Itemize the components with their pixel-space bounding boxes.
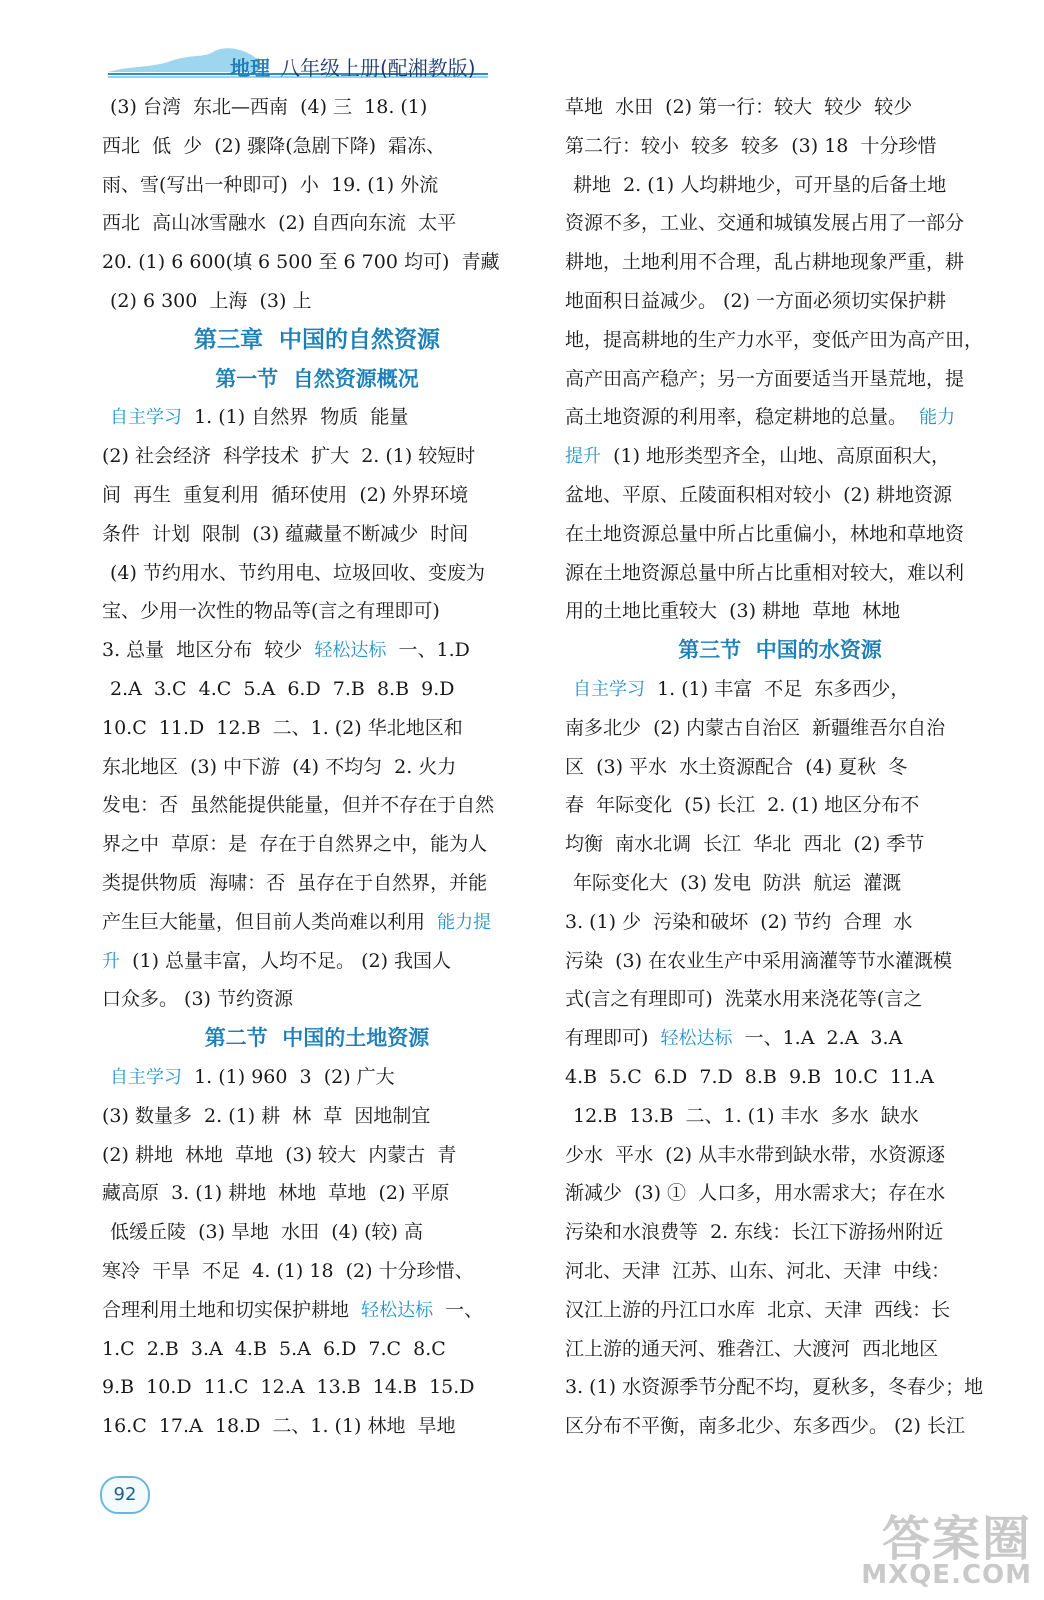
answer-line xyxy=(102,1252,532,1291)
answer-line xyxy=(102,166,532,205)
answer-line xyxy=(565,476,995,515)
answer-line xyxy=(565,709,995,748)
answer-text: 少水 平水 (2) 从丰水带到缺水带，水资源逐 xyxy=(565,1143,946,1166)
answer-line xyxy=(102,592,532,631)
answer-line xyxy=(565,1291,995,1330)
answer-line xyxy=(565,321,995,360)
answer-line xyxy=(102,1407,532,1446)
section-tag: 轻松达标 xyxy=(361,1299,434,1321)
section-heading: 第一节 自然资源概况 xyxy=(215,366,419,391)
answer-text: (2) 社会经济 科学技术 扩大 2. (1) 较短时 xyxy=(102,445,476,468)
answer-text: 产生巨大能量，但目前人类尚难以利用 xyxy=(102,910,438,933)
answer-text: 12.B 13.B 二、1. (1) 丰水 多水 缺水 xyxy=(573,1104,919,1127)
answer-text: 均衡 南水北调 长江 华北 西北 (2) 季节 xyxy=(565,833,925,856)
left-column xyxy=(102,88,532,1446)
answer-line xyxy=(102,1368,532,1407)
section-tag: 提升 xyxy=(565,446,601,468)
answer-text: 有理即可) xyxy=(565,1027,661,1050)
answer-text: (3) 台湾 东北—西南 (4) 三 18. (1) xyxy=(110,96,428,118)
section-tag: 自主学习 xyxy=(110,407,182,429)
answer-text: 式(言之有理即可) 洗菜水用来浇花等(言之 xyxy=(565,988,923,1011)
answer-text: 西北 高山冰雪融水 (2) 自西向东流 太平 xyxy=(102,212,457,235)
answer-text: 低缓丘陵 (3) 旱地 水田 (4) (较) 高 xyxy=(110,1221,424,1244)
answer-line xyxy=(565,1174,995,1213)
answer-line xyxy=(565,554,995,593)
chapter-heading: 第三章 中国的自然资源 xyxy=(193,326,440,353)
answer-text: 在土地资源总量中所占比重偏小，林地和草地资 xyxy=(565,522,965,545)
answer-line xyxy=(102,554,532,593)
answer-text: 3. (1) 少 污染和破坏 (2) 节约 合理 水 xyxy=(565,910,913,933)
answer-text: 耕地 2. (1) 人均耕地少，可开垦的后备土地 xyxy=(573,173,947,196)
answer-text: (4) 节约用水、节约用电、垃圾回收、变废为 xyxy=(110,561,485,584)
answer-line xyxy=(102,1330,532,1369)
answer-text: 9.B 10.D 11.C 12.A 13.B 14.B 15.D xyxy=(102,1376,475,1399)
answer-text: (3) 数量多 2. (1) 耕 林 草 因地制宜 xyxy=(102,1104,431,1127)
answer-line xyxy=(565,903,995,942)
answer-text: 一、 xyxy=(433,1298,484,1321)
answer-text: 一、1.D xyxy=(386,639,470,662)
page-number: 92 xyxy=(100,1476,150,1514)
answer-text: 地面积日益减少。 (2) 一方面必须切实保护耕 xyxy=(565,289,946,312)
answer-line xyxy=(102,515,532,554)
answer-line xyxy=(102,709,532,748)
answer-text: 年际变化大 (3) 发电 防洪 航运 灌溉 xyxy=(573,871,902,894)
answer-line xyxy=(102,748,532,787)
answer-text: 1.C 2.B 3.A 4.B 5.A 6.D 7.C 8.C xyxy=(102,1337,446,1360)
watermark xyxy=(846,1500,1036,1590)
answer-line xyxy=(102,786,532,825)
answer-line xyxy=(565,1407,995,1446)
answer-text: 高产田高产稳产；另一方面要适当开垦荒地，提 xyxy=(565,367,965,390)
answer-text: 区分布不平衡，南多北少、东多西少。 (2) 长江 xyxy=(565,1415,965,1438)
watermark-url: MXQE.COM xyxy=(861,1560,1032,1590)
answer-text: 江上游的通天河、雅砻江、大渡河 西北地区 xyxy=(565,1337,939,1360)
answer-line xyxy=(102,942,532,981)
answer-line xyxy=(102,1058,532,1097)
section-tag: 升 xyxy=(102,950,120,972)
answer-line xyxy=(565,592,995,631)
answer-line xyxy=(102,1136,532,1175)
answer-text: 20. (1) 6 600(填 6 500 至 6 700 均可) 青藏 xyxy=(102,251,500,274)
answer-line xyxy=(565,748,995,787)
answer-text: 界之中 草原：是 存在于自然界之中，能为人 xyxy=(102,833,488,856)
answer-text: 1. (1) 自然界 物质 能量 xyxy=(182,406,409,429)
answer-text: 3. 总量 地区分布 较少 xyxy=(102,639,315,662)
answer-line xyxy=(565,670,995,709)
answer-line xyxy=(565,1019,995,1058)
answer-line xyxy=(102,864,532,903)
answer-line xyxy=(565,243,995,282)
answer-text: 藏高原 3. (1) 耕地 林地 草地 (2) 平原 xyxy=(102,1182,450,1205)
answer-line xyxy=(102,243,532,282)
answer-line xyxy=(565,360,995,399)
answer-text: 河北、天津 江苏、山东、河北、天津 中线： xyxy=(565,1259,951,1282)
answer-line xyxy=(565,166,995,205)
answer-line xyxy=(565,1330,995,1369)
answer-text: 区 (3) 平水 水土资源配合 (4) 夏秋 冬 xyxy=(565,755,908,778)
answer-text: 口众多。 (3) 节约资源 xyxy=(102,988,293,1011)
header-title xyxy=(230,52,476,81)
answer-line xyxy=(565,786,995,825)
answer-text: 资源不多，工业、交通和城镇发展占用了一部分 xyxy=(565,212,965,235)
answer-line xyxy=(565,515,995,554)
answer-text: 盆地、平原、丘陵面积相对较小 (2) 耕地资源 xyxy=(565,483,953,506)
answer-text: 地，提高耕地的生产力水平，变低产田为高产田， xyxy=(565,328,984,351)
section-tag: 自主学习 xyxy=(573,678,645,700)
answer-text: 春 年际变化 (5) 长江 2. (1) 地区分布不 xyxy=(565,794,920,817)
right-column xyxy=(565,88,995,1446)
answer-text: 16.C 17.A 18.D 二、1. (1) 林地 旱地 xyxy=(102,1415,456,1438)
answer-line xyxy=(565,1252,995,1291)
answer-text: 宝、少用一次性的物品等(言之有理即可) xyxy=(102,600,440,623)
answer-text: 一、1.A 2.A 3.A xyxy=(732,1027,903,1050)
header-subject: 地理 xyxy=(230,56,270,80)
answer-text: 寒冷 干旱 不足 4. (1) 18 (2) 十分珍惜、 xyxy=(102,1259,474,1282)
answer-text: (2) 6 300 上海 (3) 上 xyxy=(110,289,312,312)
answer-text: 3. (1) 水资源季节分配不均，夏秋多，冬春少；地 xyxy=(565,1376,984,1399)
answer-line xyxy=(565,1368,995,1407)
section-tag: 轻松达标 xyxy=(314,640,387,662)
answer-text: 草地 水田 (2) 第一行：较大 较少 较少 xyxy=(565,96,913,118)
answer-line xyxy=(565,127,995,166)
answer-line xyxy=(565,825,995,864)
section-tag: 能力 xyxy=(919,407,956,429)
page-header xyxy=(108,42,508,82)
answer-text: 雨、雪(写出一种即可) 小 19. (1) 外流 xyxy=(102,173,439,196)
watermark-main: 答案圈 xyxy=(881,1511,1032,1567)
answer-line xyxy=(102,204,532,243)
answer-line xyxy=(102,670,532,709)
answer-line xyxy=(102,437,532,476)
answer-line xyxy=(102,398,532,437)
answer-line xyxy=(565,1097,995,1136)
answer-line xyxy=(565,282,995,321)
answer-text: 东北地区 (3) 中下游 (4) 不均匀 2. 火力 xyxy=(102,755,457,778)
answer-text: (1) 总量丰富，人均不足。 (2) 我国人 xyxy=(120,949,452,972)
answer-line xyxy=(565,1058,995,1097)
section-heading: 第二节 中国的土地资源 xyxy=(204,1026,430,1051)
answer-text: 污染和水浪费等 2. 东线：长江下游扬州附近 xyxy=(565,1221,944,1244)
answer-line xyxy=(102,127,532,166)
answer-text: 汉江上游的丹江口水库 北京、天津 西线：长 xyxy=(565,1298,951,1321)
answer-line xyxy=(565,1213,995,1252)
answer-line xyxy=(102,476,532,515)
answer-text: 1. (1) 丰富 不足 东多西少， xyxy=(645,677,910,700)
answer-text: 合理利用土地和切实保护耕地 xyxy=(102,1298,362,1321)
answer-text: 源在土地资源总量中所占比重相对较大，难以利 xyxy=(565,561,965,584)
answer-line xyxy=(565,88,995,127)
header-book: 八年级上册(配湘教版) xyxy=(280,56,476,80)
answer-text: 间 再生 重复利用 循环使用 (2) 外界环境 xyxy=(102,483,469,506)
answer-line xyxy=(102,631,532,670)
answer-text: 污染 (3) 在农业生产中采用滴灌等节水灌溉模 xyxy=(565,949,953,972)
answer-line xyxy=(102,980,532,1019)
answer-line xyxy=(102,1213,532,1252)
answer-text: 条件 计划 限制 (3) 蕴藏量不断减少 时间 xyxy=(102,522,469,545)
answer-line xyxy=(102,825,532,864)
answer-line xyxy=(565,1136,995,1175)
answer-text: 耕地，土地利用不合理，乱占耕地现象严重，耕 xyxy=(565,251,965,274)
answer-text: 发电：否 虽然能提供能量，但并不存在于自然 xyxy=(102,794,495,817)
answer-line xyxy=(102,1291,532,1330)
answer-line xyxy=(565,437,995,476)
answer-line xyxy=(565,864,995,903)
answer-line xyxy=(102,1097,532,1136)
answer-line xyxy=(565,204,995,243)
section-heading: 第三节 中国的水资源 xyxy=(678,638,882,663)
answer-text: 渐减少 (3) ① 人口多，用水需求大；存在水 xyxy=(565,1182,946,1205)
answer-text: 西北 低 少 (2) 骤降(急剧下降) 霜冻、 xyxy=(102,134,446,157)
answer-text: (1) 地形类型齐全，山地、高原面积大， xyxy=(601,445,951,468)
answer-text: 用的土地比重较大 (3) 耕地 草地 林地 xyxy=(565,600,901,623)
answer-line xyxy=(565,398,995,437)
answer-line xyxy=(565,980,995,1019)
answer-text: 1. (1) 960 3 (2) 广大 xyxy=(182,1065,395,1088)
answer-text: 第二行：较小 较多 较多 (3) 18 十分珍惜 xyxy=(565,134,937,157)
answer-line xyxy=(565,942,995,981)
answer-text: (2) 耕地 林地 草地 (3) 较大 内蒙古 青 xyxy=(102,1143,457,1166)
answer-text: 高土地资源的利用率，稳定耕地的总量。 xyxy=(565,406,920,429)
section-tag: 能力提 xyxy=(437,911,492,933)
answer-line xyxy=(102,282,532,321)
answer-line xyxy=(102,903,532,942)
answer-text: 南多北少 (2) 内蒙古自治区 新疆维吾尔自治 xyxy=(565,716,946,739)
answer-text: 类提供物质 海啸：否 虽存在于自然界，并能 xyxy=(102,871,488,894)
answer-line xyxy=(102,1174,532,1213)
section-tag: 轻松达标 xyxy=(660,1028,733,1050)
answer-text: 4.B 5.C 6.D 7.D 8.B 9.B 10.C 11.A xyxy=(565,1065,934,1088)
section-tag: 自主学习 xyxy=(110,1066,182,1088)
answer-text: 2.A 3.C 4.C 5.A 6.D 7.B 8.B 9.D xyxy=(110,677,455,700)
answer-text: 10.C 11.D 12.B 二、1. (2) 华北地区和 xyxy=(102,716,463,739)
answer-line xyxy=(102,88,532,127)
